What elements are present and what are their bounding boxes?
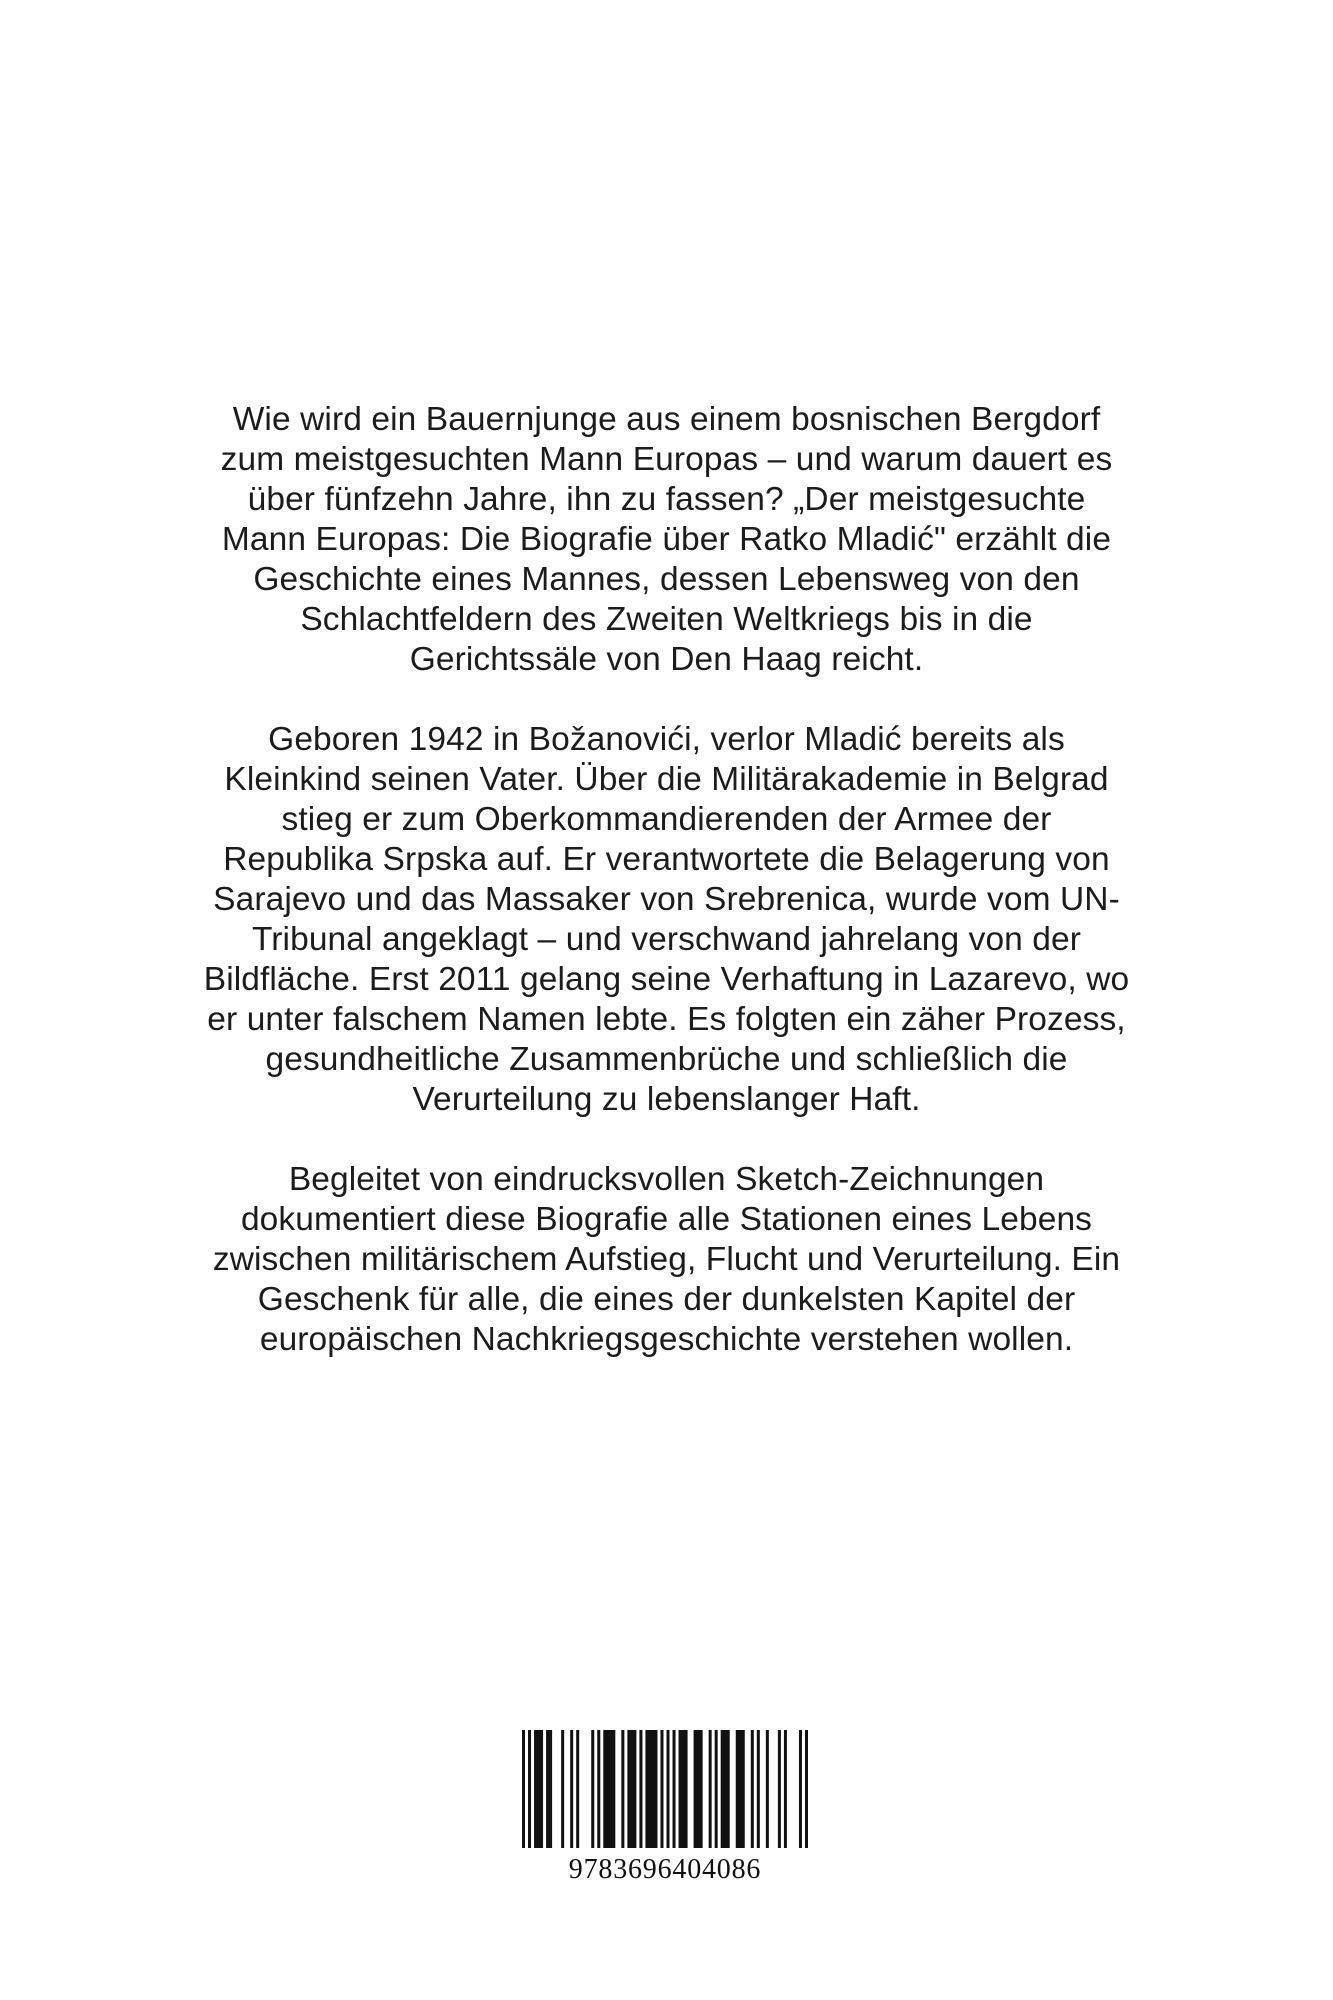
barcode-bar — [621, 1730, 624, 1848]
blurb-line: über fünfzehn Jahre, ihn zu fassen? „Der meistgesuchte — [247, 481, 1086, 518]
blurb-line: Bildfläche. Erst 2011 gelang seine Verhaftung in Lazarevo, wo — [203, 961, 1130, 998]
barcode-bar — [679, 1730, 688, 1848]
barcode-bar — [570, 1730, 573, 1848]
blurb-line: Geboren 1942 in Božanovići, verlor Mladić bereits als — [268, 721, 1065, 758]
barcode — [522, 1730, 808, 1896]
barcode-bar — [805, 1730, 808, 1848]
blurb-line: zwischen militärischem Aufstieg, Flucht und Verurteilung. Ein — [212, 1241, 1121, 1278]
barcode-bar — [715, 1730, 718, 1848]
barcode-bar — [561, 1730, 564, 1848]
isbn-number: 9783696404086 — [568, 1854, 762, 1885]
blurb-line: Republika Srpska auf. Er verantwortete die Belagerung von — [223, 841, 1110, 878]
barcode-bar — [639, 1730, 642, 1848]
blurb-line: gesundheitliche Zusammenbrüche und schließlich die — [265, 1041, 1068, 1078]
blurb-line: Geschenk für alle, die eines der dunkelsten Kapitel der — [257, 1281, 1076, 1318]
barcode-bars — [522, 1730, 808, 1848]
blurb-line: Kleinkind seinen Vater. Über die Militärakademie in Belgrad — [224, 761, 1109, 798]
barcode-bar — [546, 1730, 552, 1848]
blurb-line: Wie wird ein Bauernjunge aus einem bosnischen Bergdorf — [232, 401, 1101, 438]
blurb-line: Begleitet von eindrucksvollen Sketch-Zeichnungen — [288, 1161, 1045, 1198]
barcode-bar — [522, 1730, 525, 1848]
paragraph-gap — [160, 680, 1173, 720]
blurb-line: Mann Europas: Die Biografie über Ratko Mladić" erzählt die — [221, 521, 1112, 558]
blurb-line: europäischen Nachkriegsgeschichte verstehen wollen. — [259, 1321, 1074, 1358]
blurb-line: Schlachtfeldern des Zweiten Weltkriegs bis in die — [300, 601, 1033, 638]
paragraph-gap — [160, 1120, 1173, 1160]
blurb-line: Verurteilung zu lebenslanger Haft. — [412, 1081, 921, 1118]
barcode-bar — [597, 1730, 600, 1848]
barcode-bar — [627, 1730, 636, 1848]
barcode-bar — [799, 1730, 802, 1848]
barcode-bar — [660, 1730, 663, 1848]
barcode-bar — [645, 1730, 657, 1848]
barcode-bar — [576, 1730, 579, 1848]
barcode-bar — [603, 1730, 615, 1848]
blurb-line: dokumentiert diese Biografie alle Stationen eines Lebens — [240, 1201, 1093, 1238]
blurb-line: er unter falschem Namen lebte. Es folgten ein zäher Prozess, — [207, 1001, 1126, 1038]
barcode-bar — [694, 1730, 703, 1848]
barcode-bar — [757, 1730, 760, 1848]
barcode-bar — [667, 1730, 670, 1848]
blurb-line: Gerichtssäle von Den Haag reicht. — [409, 641, 924, 678]
blurb-line: Tribunal angeklagt – und verschwand jahrelang von der — [251, 921, 1082, 958]
barcode-bar — [751, 1730, 754, 1848]
barcode-bar — [766, 1730, 769, 1848]
barcode-bar — [778, 1730, 781, 1848]
barcode-bar — [528, 1730, 531, 1848]
blurb-line: Geschichte eines Mannes, dessen Lebensweg von den — [253, 561, 1080, 598]
blurb-line: stieg er zum Oberkommandierenden der Armee der — [281, 801, 1052, 838]
blurb-line: zum meistgesuchten Mann Europas – und warum dauert es — [220, 441, 1113, 478]
barcode-bar — [591, 1730, 594, 1848]
barcode-bar — [721, 1730, 730, 1848]
barcode-bar — [736, 1730, 745, 1848]
blurb-line: Sarajevo und das Massaker von Srebrenica, wurde vom UN- — [213, 881, 1120, 918]
barcode-bar — [534, 1730, 543, 1848]
barcode-bar — [673, 1730, 676, 1848]
barcode-bar — [709, 1730, 712, 1848]
blurb-text — [160, 400, 1173, 1360]
barcode-bar — [784, 1730, 787, 1848]
